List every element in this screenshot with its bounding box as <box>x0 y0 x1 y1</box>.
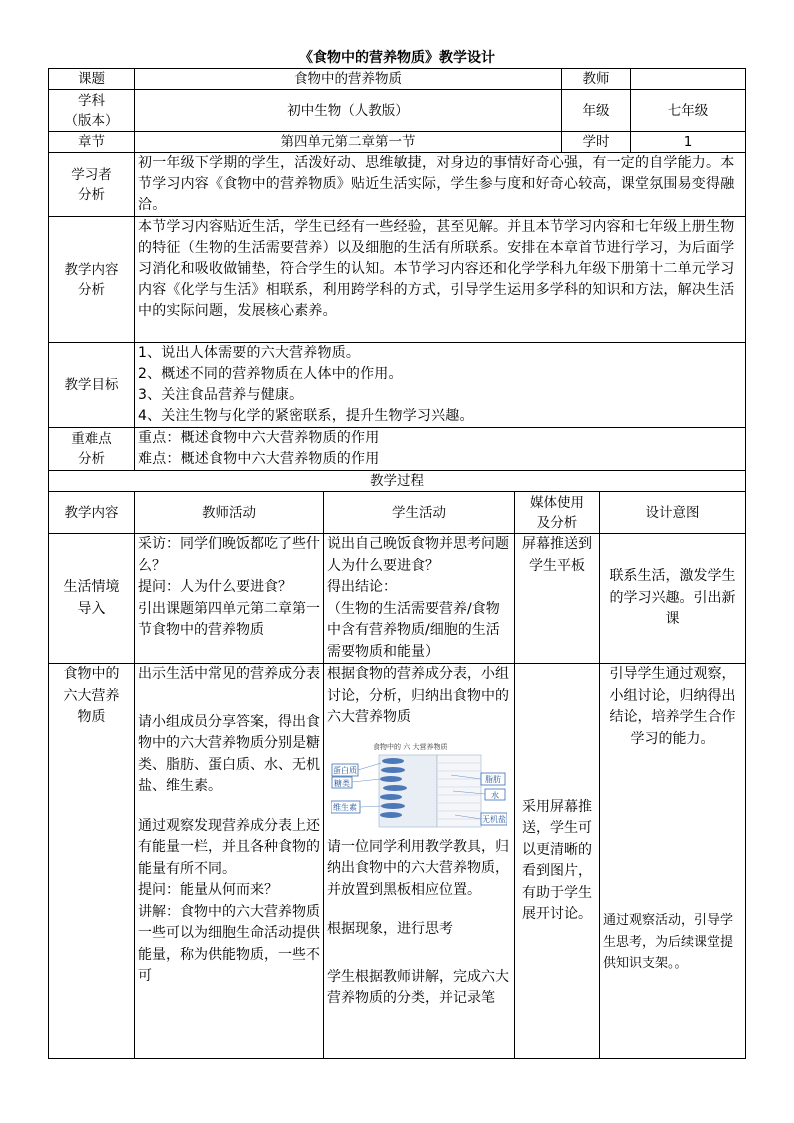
chapter-label: 章节 <box>49 132 135 153</box>
learner-analysis-text: 初一年级下学期的学生，活泼好动、思维敏捷，对身边的事情好奇心强，有一定的自学能力。本节学习内容《食物中的营养物质》贴近生活实际，学生参与度和好奇心较高，课堂氛围易变得融洽。 <box>135 153 746 217</box>
intent-2: 通过观察活动，引导学生思考，为后续课堂提供知识支架。。 <box>603 913 734 971</box>
row-intro-content: 生活情境 导入 <box>49 534 135 664</box>
goals-list <box>135 343 746 428</box>
student-step-4: 学生根据教师讲解，完成六大营养物质的分类，并记录笔 <box>327 968 509 1006</box>
figure-label: 维生素 <box>333 802 357 812</box>
figure-label: 无机盐 <box>482 814 506 824</box>
page-title: 《食物中的营养物质》教学设计 <box>299 50 495 66</box>
row-nutrients-intent <box>600 664 746 1059</box>
row-intro-media: 屏幕推送到学生平板 <box>515 534 600 664</box>
grade-value: 七年级 <box>631 90 746 132</box>
header-student: 学生活动 <box>324 492 515 534</box>
figure-pill <box>381 767 405 773</box>
goal-item: 2、概述不同的营养物质在人体中的作用。 <box>138 366 403 382</box>
goal-item: 1、说出人体需要的六大营养物质。 <box>138 345 361 361</box>
lesson-plan-table <box>48 68 746 1059</box>
figure-label: 蛋白质 <box>333 765 357 775</box>
teacher-value <box>631 69 746 90</box>
header-media: 媒体使用 及分析 <box>515 492 600 534</box>
row-nutrients-media: 采用屏幕推送，学生可以更清晰的看到图片，有助于学生展开讨论。 <box>515 664 600 1059</box>
teacher-step-1: 出示生活中常见的营养成分表 <box>138 666 320 682</box>
goals-label: 教学目标 <box>49 343 135 428</box>
figure-label: 脂肪 <box>485 774 501 784</box>
goal-item: 4、关注生物与化学的紧密联系，提升生物学习兴趣。 <box>138 408 474 424</box>
figure-pill <box>381 803 405 809</box>
figure-pill <box>383 785 407 791</box>
subject-value: 初中生物（人教版） <box>135 90 562 132</box>
chapter-value: 第四单元第二章第一节 <box>135 132 562 153</box>
teacher-step-3: 通过观察发现营养成分表上还有能量一栏，并且各种食物的能量有所不同。 提问：能量从何而来？ 讲解：食物中的六大营养物质一些可以为细胞生命活动提供能量，称为供能物质，一些不可 <box>138 817 320 984</box>
figure-pill <box>382 758 404 764</box>
nutrients-figure <box>331 739 507 831</box>
nutrients-diagram <box>331 739 507 831</box>
row-intro-intent: 联系生活，激发学生的学习兴趣。引出新课 <box>600 534 746 664</box>
keypoints-text <box>135 428 746 471</box>
figure-value-table <box>437 755 481 827</box>
keypoints-label: 重难点 分析 <box>49 428 135 471</box>
intent-1: 引导学生通过观察，小组讨论，归纳得出结论，培养学生合作学习的能力。 <box>609 666 736 747</box>
figure-pill <box>380 794 402 800</box>
teacher-label: 教师 <box>562 69 631 90</box>
grade-label: 年级 <box>562 90 631 132</box>
row-nutrients-teacher <box>135 664 324 1059</box>
process-section-title: 教学过程 <box>49 471 746 492</box>
teacher-step-2: 请小组成员分享答案，得出食物中的六大营养物质分别是糖类、脂肪、蛋白质、水、无机盐、维生素。 <box>138 713 320 794</box>
row-intro-student: 说出自己晚饭食物并思考问题人为什么要进食？ 得出结论： （生物的生活需要营养/食物中含有营养物质/细胞的生活需要物质和能量） <box>324 534 515 664</box>
student-step-1: 根据食物的营养成分表，小组讨论，分析，归纳出食物中的六大营养物质 <box>327 666 509 725</box>
figure-label: 糖类 <box>334 778 350 788</box>
key-point: 重点：概述食物中六大营养物质的作用 <box>138 430 380 446</box>
header-teacher: 教师活动 <box>135 492 324 534</box>
content-analysis-label: 教学内容 分析 <box>49 217 135 343</box>
header-intent: 设计意图 <box>600 492 746 534</box>
topic-value: 食物中的营养物质 <box>135 69 562 90</box>
hours-label: 学时 <box>562 132 631 153</box>
figure-pill <box>380 776 402 782</box>
learner-analysis-label: 学习者 分析 <box>49 153 135 217</box>
content-analysis-text: 本节学习内容贴近生活，学生已经有一些经验，甚至见解。并且本节学习内容和七年级上册生物的特征（生物的生活需要营养）以及细胞的生活有所联系。安排在本章首节进行学习，为后面学习消化和吸收做铺垫，符合学生的认知。本节学习内容还和化学学科九年级下册第十二单元学习内容《化学与生活》相联系，利用跨学科的方式，引导学生运用多学科的知识和方法，解决生活中的实际问题，发展核心素养。 <box>135 217 746 343</box>
difficult-point: 难点：概述食物中六大营养物质的作用 <box>138 451 380 467</box>
student-step-3: 根据现象，进行思考 <box>327 921 453 937</box>
figure-pill <box>380 812 402 818</box>
row-nutrients-content: 食物中的 六大营养 物质 <box>49 664 135 1059</box>
row-nutrients-student <box>324 664 515 1059</box>
goal-item: 3、关注食品营养与健康。 <box>138 387 304 403</box>
subject-label: 学科 （版本） <box>49 90 135 132</box>
header-content: 教学内容 <box>49 492 135 534</box>
hours-value: 1 <box>631 132 746 153</box>
figure-title: 食物中的 六 大营养物质 <box>373 742 448 751</box>
row-intro-teacher: 采访：同学们晚饭都吃了些什么？ 提问：人为什么要进食？ 引出课题第四单元第二章第一节食物中的营养物质 <box>135 534 324 664</box>
student-step-2: 请一位同学利用教学教具，归纳出食物中的六大营养物质，并放置到黑板相应位置。 <box>327 838 509 898</box>
figure-label: 水 <box>491 790 499 800</box>
topic-label: 课题 <box>49 69 135 90</box>
